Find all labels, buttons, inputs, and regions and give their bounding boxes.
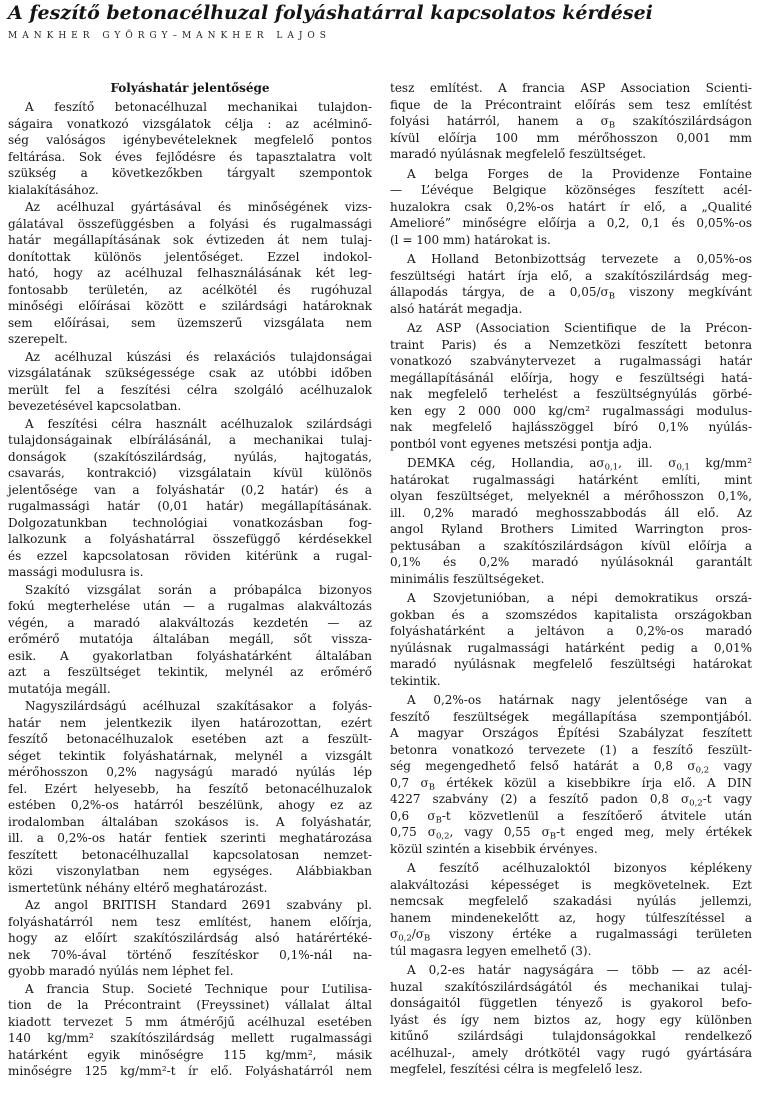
paragraph <box>8 582 372 698</box>
text-line: kitűnő szilárdsági tulajdonságokkal rendelkező <box>390 1029 752 1043</box>
text-line: tulajdonságainak elbírálásánál, a mechanikai tulaj- <box>8 433 372 447</box>
text-line: Nagyszilárdságú acélhuzal szakításakor a folyás- <box>25 699 372 713</box>
text-line: folyáshatárról nem tesz említést, hanem előírja, <box>8 914 372 929</box>
text-segment: , ill. σ <box>618 456 677 470</box>
subscript: B <box>428 782 435 792</box>
text-line: alsó határát megadja. <box>390 301 523 316</box>
subscript: B <box>435 815 442 825</box>
text-segment: állapodás tárgya, de a 0,05/σ <box>390 285 609 299</box>
text-line: kialakításához. <box>8 182 99 197</box>
text-line: traint Paris) és a Nemzetközi feszített betonra <box>390 337 752 352</box>
text-line: ség valóságos igénybevételeknek megfelelő pontos <box>8 133 372 147</box>
text-line: csavarás, kontrakció) vizsgálatain kívül különös <box>8 466 372 480</box>
paragraph <box>390 860 752 959</box>
text-line: gálatával összefüggésben a folyási és rugalmassági <box>8 216 372 231</box>
text-line: A feszítő betonacélhuzal mechanikai tulajdon- <box>25 100 372 114</box>
text-line: Szakító vizsgálat során a próbapálca bizonyos <box>25 582 372 597</box>
text-line: A Szovjetunióban, a népi demokratikus orszá- <box>407 591 752 605</box>
right-column <box>390 80 752 1078</box>
subscript: 0,1 <box>604 462 619 473</box>
text-line: fokú megterhelése után — a rugalmas alakváltozás <box>8 599 372 613</box>
text-line: hanem mindenekelőtt az, hogy túlfeszítéssel a <box>390 910 752 925</box>
subscript: 0,2 <box>435 831 450 842</box>
text-line: ken egy 2 000 000 kg/cm² rugalmassági modulus- <box>390 403 752 418</box>
text-line: mérőhosszon 0,2% nagyságú maradó nyúlás lép <box>8 765 372 779</box>
text-line: jelentősége van a folyáshatár (0,2 határ) és a <box>8 482 372 497</box>
text-segment: DEMKA cég, Hollandia, aσ <box>407 456 605 470</box>
text-line <box>390 791 752 808</box>
paragraph <box>390 962 752 1078</box>
paragraph <box>8 99 372 198</box>
text-segment: folyási határról, hanem a σ <box>390 114 609 128</box>
text-line: határként egyik minőségre 115 kg/mm², másik <box>8 1047 372 1062</box>
subscript: 0,2 <box>398 933 412 944</box>
text-line: merült fel a feszítési célra szolgáló acélhuzalok <box>8 382 372 397</box>
text-line <box>390 824 752 841</box>
paragraph <box>8 897 372 980</box>
text-line: megfelel, feszítési célra is megfelelő lesz. <box>390 1062 643 1076</box>
text-line: Az ASP (Association Scientifique de la Précon- <box>407 321 752 335</box>
text-line: séget tekintik folyáshatárnak, melynél a vizsgált <box>8 748 372 763</box>
text-segment: -t enged meg, mely értékek <box>556 825 752 839</box>
text-line: nek 70%-ával történő feszítéskor 0,1%-nál na- <box>8 947 372 962</box>
text-line: feszítő betonacélhuzalok esetében azt a feszült- <box>8 732 372 746</box>
text-line: feszítő feszültségek megállapítása szempontjából. <box>390 709 752 724</box>
text-line: donítottak különös jelentőséget. Ezzel indokol- <box>8 249 372 264</box>
paragraph <box>390 166 752 249</box>
text-line: olyan feszültséget, melyeknél a mérőhosszon 0,1%, <box>390 489 752 503</box>
text-line: tekintik. <box>390 673 441 688</box>
text-line: nak megfelelő terhelést a feszültségnyúlás görbé- <box>390 387 752 401</box>
text-line: A feszítő acélhuzaloktól bizonyos képlékeny <box>407 861 752 875</box>
section-heading: Folyáshatár jelentősége <box>110 81 270 95</box>
text-line: A francia Stup. Societé Technique pour L’utilisa- <box>25 981 372 996</box>
paragraph <box>390 590 752 689</box>
text-line: nemcsak megfelelő szakadási nyúlás jellemzi, <box>390 894 752 908</box>
text-line: angol Ryland Brothers Limited Warrington pros- <box>390 522 752 536</box>
text-line: lyást és így nem biztos az, hogy egy különben <box>390 1012 752 1027</box>
text-line: huzal szakítószilárdságától és mechanikai tulaj- <box>390 979 752 994</box>
text-line <box>390 284 752 301</box>
text-line: esik. A gyakorlatban folyáshatárként általában <box>8 648 372 663</box>
text-line: azt a feszültséget tekintik, melynél az erőmérő <box>8 665 372 679</box>
text-line: — L’évéque Belgique közönséges feszített acél- <box>390 183 752 197</box>
text-segment: -t közvetlenül a feszítőerő átvitele után <box>441 808 752 823</box>
subscript: 0,1 <box>676 462 690 473</box>
text-line <box>390 455 752 472</box>
text-segment: σ <box>390 927 399 941</box>
text-line: betonra vonatkozó tervezete (1) a feszítő feszült- <box>390 742 752 757</box>
text-line: nak megfelelő hajlásszöggel bíró 0,1% nyúlás- <box>390 420 752 434</box>
text-line: 0,1% és 0,2% maradó nyúlásoknál garantált <box>390 555 752 569</box>
text-line: huzalokra csak 0,2%-os határt ír elő, a „Qualité <box>390 199 752 214</box>
text-segment: értékek közül a kisebbikre írja elő. A DIN <box>434 775 752 790</box>
text-line: Az acélhuzal kúszási és relaxációs tulajdonságai <box>25 349 372 364</box>
text-line: minőségi előírásai között e szilárdsági határoknak <box>8 299 372 313</box>
text-line: fique de la Précontraint előírás sem tesz említést <box>390 97 752 112</box>
text-segment: viszony értéke a rugalmassági területen <box>430 927 752 941</box>
subscript: B <box>608 291 615 302</box>
text-segment: vagy <box>709 759 752 773</box>
text-line: erőmérő mutatója általában megáll, sőt vissza- <box>8 632 372 646</box>
text-segment: 0,7 σ <box>390 775 429 790</box>
text-line: lalkozunk a folyáshatárral összefüggő kérdésekkel <box>8 532 372 546</box>
text-line: vonatkozó szabványtervezet a rugalmassági határ <box>390 354 752 368</box>
text-line: ill. a 0,2%-os határ fentiek szerinti meghatározása <box>8 831 372 845</box>
paragraph <box>390 251 752 317</box>
text-line: határ nem jelentkezik ilyen határozottan, ezért <box>8 715 372 730</box>
text-line: kívül előírja 100 mm mérőhosszon 0,001 mm <box>390 130 752 145</box>
text-line: ill. 0,2% maradó meghosszabbodás áll elő. Az <box>390 505 752 520</box>
text-line: donságaitól független tényező is gyakorol befo- <box>390 996 752 1010</box>
text-line: 140 kg/mm² szakítószilárdság mellett rugalmassági <box>8 1031 372 1045</box>
text-line: rugalmassági határ (0,01 határ) megállapításának. <box>8 499 372 513</box>
text-line: szükség a következőkben tárgyalt szempontok <box>8 166 372 180</box>
text-line: A Holland Betonbizottság tervezete a 0,05%-os <box>407 252 752 266</box>
text-segment: 0,75 σ <box>390 825 436 839</box>
subscript: B <box>423 933 431 944</box>
text-segment: -t vagy <box>702 792 752 806</box>
text-line: fontosabb területén, az acélkötél és rugóhuzal <box>8 282 372 297</box>
text-line: massági modulusra is. <box>8 565 144 579</box>
text-line: Az acélhuzal gyártásával és minőségének vizs- <box>25 200 372 214</box>
text-line: A feszítési célra használt acélhuzalok szilárdsági <box>25 416 372 431</box>
text-line: és ezzel kapcsolatosan röviden kitérünk a rugal- <box>8 548 372 563</box>
text-line: Amelioré” minőségre előírja a 0,2, 0,1 és 0,05%-os <box>390 216 752 230</box>
text-line: megállapításánál előírja, hogy e feszültségi hatá- <box>390 370 752 385</box>
text-line: estében 0,2%-os határról beszélünk, ahogy ez az <box>8 798 372 812</box>
text-line: hogy az előírt szakítószilárdság alsó határértéké- <box>8 931 372 945</box>
text-line: A 0,2-es határ nagyságára — több — az acél- <box>407 963 752 977</box>
text-line: maradó nyúlásnak megfelelő feszültségi határokat <box>390 657 752 671</box>
left-column <box>8 78 372 1080</box>
text-line: pontból vont egyenes metszési pontja adja. <box>390 436 653 451</box>
text-line: szerepelt. <box>8 332 68 346</box>
text-line: A magyar Országos Építési Szabályzat feszített <box>390 726 752 740</box>
text-line: tesz említést. A francia ASP Association Scienti- <box>390 81 752 95</box>
text-line: folyáshatárként a jeltávon a 0,2%-os maradó <box>390 624 752 638</box>
paragraph <box>8 981 372 1080</box>
text-line: tion de la Précontraint (Freyssinet) vállalat által <box>8 998 372 1012</box>
text-line: gyobb maradó nyúlás nem léphet fel. <box>8 964 234 978</box>
text-line: minimális feszültségeket. <box>390 571 545 586</box>
text-line: acélhuzal-, amely drótkötél vagy rugó gyártására <box>390 1045 752 1060</box>
author-line: MANKHER GYÖRGY–MANKHER LAJOS <box>8 31 331 41</box>
text-segment: 4227 szabvány (2) a feszítő padon 0,8 σ <box>390 792 690 806</box>
text-line: feszültségi határt írja elő, a szakítószilárdság meg- <box>390 268 752 283</box>
paragraph <box>8 199 372 348</box>
paragraph <box>390 692 752 857</box>
text-line: ismertetünk néhány eltérő meghatározást. <box>8 880 268 895</box>
text-line: minőségre 125 kg/mm²-t ír elő. Folyáshatárról nem <box>8 1064 372 1078</box>
text-segment: szakítószilárdságon <box>615 114 752 128</box>
text-line <box>390 926 752 943</box>
text-line: végén, a maradó alakváltozás kezdetén — az <box>8 615 372 630</box>
text-segment: ség megengedhető felső határát a 0,8 σ <box>390 759 696 773</box>
text-line <box>390 808 752 825</box>
text-segment: kg/mm² <box>689 456 753 470</box>
subscript: 0,2 <box>695 765 710 776</box>
text-line: bevezetésével kapcsolatban. <box>8 399 182 413</box>
text-line: fel. Ezért helyesebb, ha feszítő betonacélhuzalok <box>8 781 372 796</box>
text-line: Az angol BRITISH Standard 2691 szabvány pl. <box>25 898 372 912</box>
text-line <box>390 758 752 775</box>
paragraph <box>8 698 372 896</box>
article-title: A feszítő betonacélhuzal folyáshatárral kapcsolatos kérdései <box>8 2 653 24</box>
text-line: határokat rugalmassági határként említi, mint <box>390 472 752 487</box>
text-line: feszített betonacélhuzallal kapcsolatosan nemzet- <box>8 847 372 862</box>
text-line: feltárása. Sok éves fejlődésre és tapasztalatra volt <box>8 149 372 164</box>
text-line: gokban és a szomszédos kapitalista országokban <box>390 607 752 622</box>
text-line: közül szintén a kisebbik érvényes. <box>390 841 598 856</box>
text-line: kiadott tervezet 5 mm átmérőjű acélhuzal esetében <box>8 1014 372 1029</box>
text-line: (l = 100 mm) határokat is. <box>390 232 551 247</box>
text-line: határ megállapításának sok évtizeden át nem tulaj- <box>8 233 372 247</box>
text-line: mutatója megáll. <box>8 681 111 696</box>
paragraph <box>390 320 752 452</box>
text-line: ságaira vonatkozó vizsgálatok célja : az acélminő- <box>8 116 372 131</box>
text-line: donságok (szakítószilárdság, nyúlás, hajtogatás, <box>8 449 372 464</box>
right-column-body <box>390 80 752 1078</box>
text-line: túl magasra legyen emelhető (3). <box>390 943 592 958</box>
text-line: pektusában a szakítószilárdságon kívül előírja a <box>390 538 752 553</box>
text-line: alakváltozási képességet is megkövetelnek. Ezt <box>390 877 752 892</box>
text-line: Dolgozatunkban technológiai vonatkozásban fog- <box>8 515 372 530</box>
left-column-body <box>8 99 372 1080</box>
text-segment: 0,6 σ <box>390 808 436 823</box>
text-segment: , vagy 0,55 σ <box>449 825 550 839</box>
text-line: nyúlásnak rugalmassági határként pedig a 0,01% <box>390 640 752 655</box>
paragraph <box>8 416 372 581</box>
subscript: B <box>549 831 557 842</box>
text-line: maradó nyúlásnak megfelelő feszültséget. <box>390 147 647 161</box>
text-line: irodalomban általában szokásos is. A folyáshatár, <box>8 814 372 829</box>
text-line: vizsgálatának szükségessége csak az utóbbi időben <box>8 366 372 380</box>
text-segment: viszony megkívánt <box>615 285 752 299</box>
subscript: 0,2 <box>689 798 703 809</box>
text-line: A 0,2%-os határnak nagy jelentősége van a <box>407 693 752 707</box>
paragraph <box>390 455 752 587</box>
subscript: B <box>608 120 616 131</box>
text-line: sem előírásai, sem üzemszerű vizsgálata nem <box>8 315 372 330</box>
text-line: A belga Forges de la Providenze Fontaine <box>407 166 752 181</box>
text-line <box>390 775 752 792</box>
text-segment: /σ <box>411 927 424 941</box>
text-line: ható, hogy az acélhuzal felhasználásának két leg- <box>8 266 372 280</box>
paragraph <box>390 80 752 163</box>
paragraph <box>8 349 372 415</box>
text-line <box>390 113 752 130</box>
text-line: közi viszonylatban nem egységes. Alábbiakban <box>8 864 372 878</box>
